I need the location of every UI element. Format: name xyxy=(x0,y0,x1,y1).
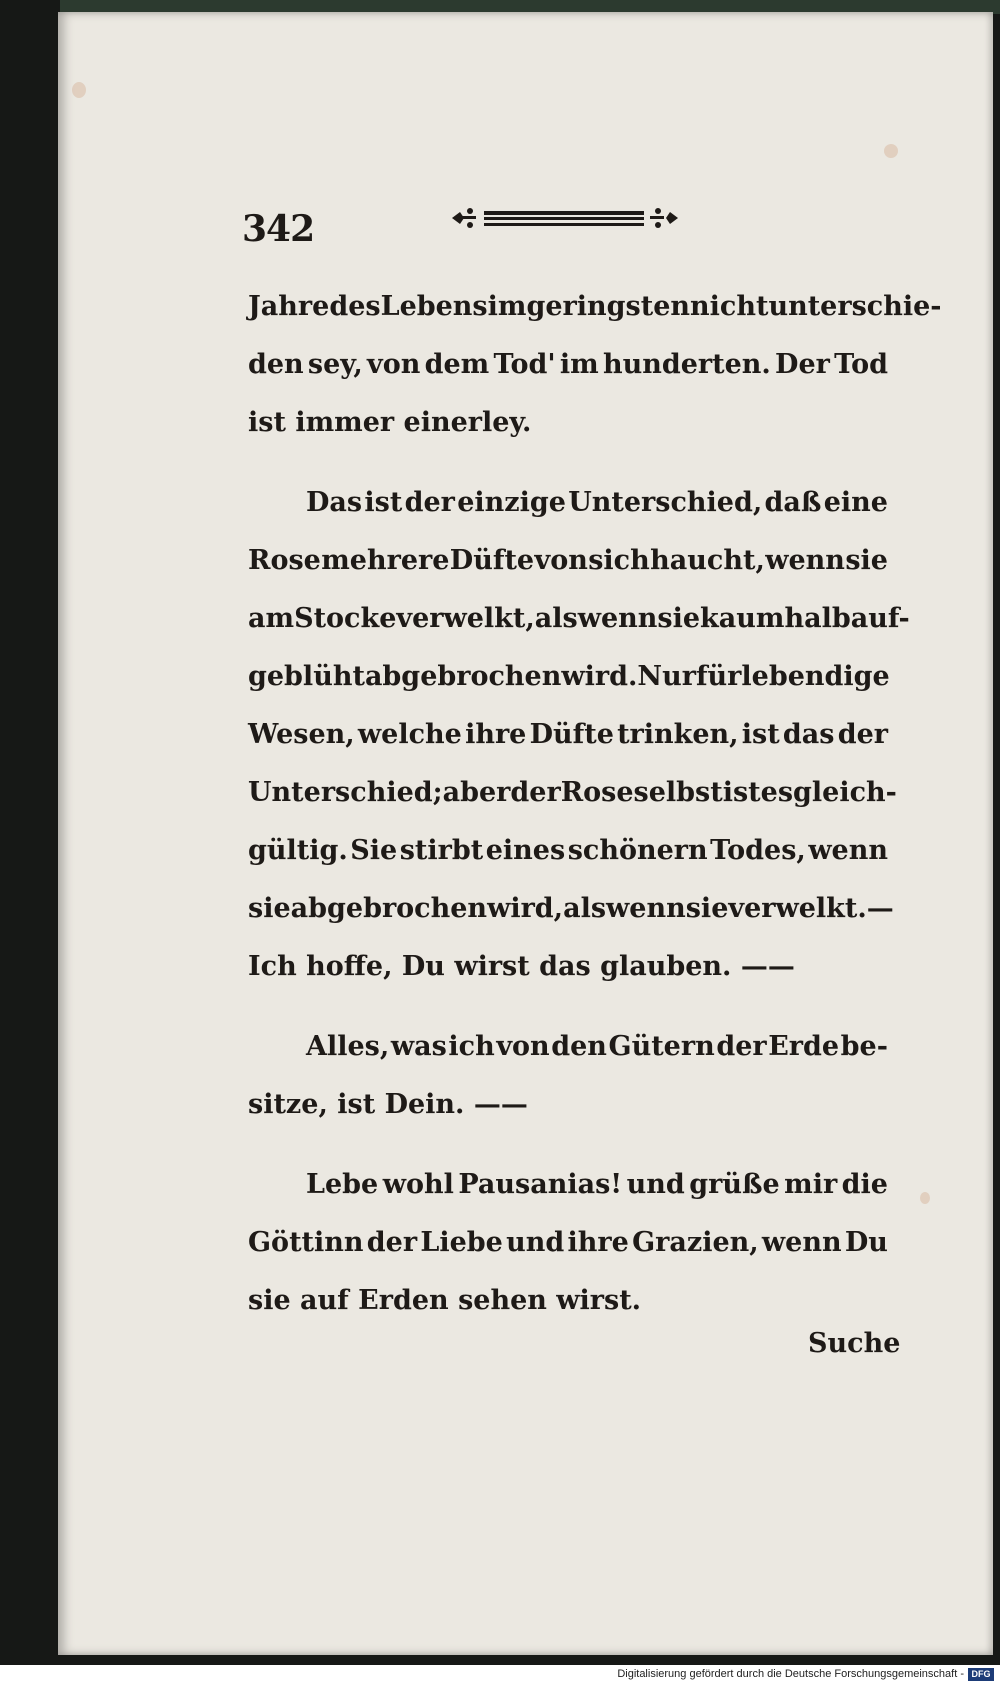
word: grüße xyxy=(689,1169,780,1200)
word: die xyxy=(841,1169,888,1200)
word: ihre xyxy=(567,1227,629,1258)
line-text xyxy=(248,764,897,822)
word: auf- xyxy=(850,603,910,634)
word: Düfte xyxy=(529,719,614,750)
word: als xyxy=(563,893,607,924)
word: Liebe xyxy=(420,1227,503,1258)
text-line xyxy=(248,1272,888,1330)
word: ist xyxy=(722,777,761,808)
word: von xyxy=(496,1031,550,1062)
word: abgebrochen xyxy=(364,661,562,692)
word: ich xyxy=(448,1031,495,1062)
text-line xyxy=(248,880,894,938)
word: Du xyxy=(844,1227,888,1258)
word: Göttinn xyxy=(248,1227,364,1258)
word: im xyxy=(559,349,599,380)
page-number: 342 xyxy=(242,208,315,250)
word: Lebens xyxy=(380,291,488,322)
line-text xyxy=(306,1156,888,1214)
word: wenn xyxy=(761,1227,842,1258)
line-text: sitze, ist Dein. —— xyxy=(248,1089,528,1120)
line-text: sie auf Erden sehen wirst. xyxy=(248,1285,642,1316)
word: gültig. xyxy=(248,835,348,866)
word: Todes, xyxy=(710,835,806,866)
word: Gütern xyxy=(608,1031,715,1062)
word: des xyxy=(329,291,381,322)
word: das xyxy=(782,719,835,750)
text-line xyxy=(248,474,888,532)
word: Tod xyxy=(834,349,888,380)
word: Das xyxy=(306,487,363,518)
text-line xyxy=(248,822,888,880)
text-line xyxy=(248,1076,888,1134)
word: Düfte xyxy=(449,545,535,576)
word: stirbt xyxy=(399,835,484,866)
word: ist xyxy=(364,487,403,518)
text-line xyxy=(248,1156,888,1214)
word: daß xyxy=(764,487,822,518)
word: Pausanias! xyxy=(458,1169,623,1200)
word: nicht xyxy=(690,291,769,322)
word: als xyxy=(534,603,578,634)
word: von xyxy=(367,349,421,380)
word: sie xyxy=(657,603,701,634)
word: der xyxy=(510,777,561,808)
word: Rose xyxy=(560,777,634,808)
word: Der xyxy=(775,349,830,380)
word: mir xyxy=(784,1169,838,1200)
word: sey, xyxy=(307,349,363,380)
word: sich xyxy=(588,545,650,576)
word: Rose xyxy=(248,545,321,576)
line-text: ist immer einerley. xyxy=(248,407,532,438)
word: trinken, xyxy=(617,719,739,750)
text-line xyxy=(248,938,888,996)
catchword: Suche xyxy=(808,1328,901,1359)
word: Jahre xyxy=(248,291,330,322)
word: Wesen, xyxy=(248,719,355,750)
line-text xyxy=(248,532,888,590)
word: im xyxy=(487,291,527,322)
text-line xyxy=(248,1018,888,1076)
text-line xyxy=(248,706,888,764)
word: und xyxy=(626,1169,685,1200)
word: wird. xyxy=(561,661,638,692)
word: — xyxy=(866,893,894,924)
header-ornament xyxy=(450,203,680,233)
body-text xyxy=(248,278,942,1330)
text-line xyxy=(248,394,888,452)
word: Tod' xyxy=(493,349,556,380)
word: ist xyxy=(741,719,780,750)
word: selbst xyxy=(633,777,723,808)
word: am xyxy=(248,603,295,634)
word: halb xyxy=(784,603,851,634)
word: der xyxy=(404,487,455,518)
word: es xyxy=(760,777,794,808)
line-text xyxy=(248,706,888,764)
word: einzige xyxy=(457,487,566,518)
word: Nur xyxy=(637,661,696,692)
word: von xyxy=(534,545,588,576)
word: verwelkt, xyxy=(396,603,535,634)
foxing-spot xyxy=(884,144,898,158)
word: wenn xyxy=(808,835,888,866)
word: der xyxy=(837,719,888,750)
foxing-spot xyxy=(920,1192,930,1204)
word: der xyxy=(366,1227,418,1258)
word: Grazien, xyxy=(632,1227,759,1258)
word: was xyxy=(390,1031,447,1062)
text-line xyxy=(248,1214,888,1272)
word: ihre xyxy=(465,719,527,750)
text-line xyxy=(248,532,888,590)
word: wenn xyxy=(606,893,686,924)
word: mehrere xyxy=(321,545,450,576)
line-text xyxy=(248,880,894,938)
word: welche xyxy=(357,719,462,750)
text-line xyxy=(248,648,888,706)
word: gleich- xyxy=(793,777,897,808)
line-text xyxy=(248,336,888,394)
text-line xyxy=(248,278,942,336)
word: abgebrochen xyxy=(290,893,488,924)
word: hunderten. xyxy=(602,349,771,380)
word: den xyxy=(551,1031,607,1062)
line-text: Ich hoffe, Du wirst das glauben. —— xyxy=(248,951,795,982)
word: dem xyxy=(424,349,490,380)
word: wird, xyxy=(487,893,564,924)
line-text xyxy=(306,1018,888,1076)
word: Erde xyxy=(768,1031,840,1062)
dfg-logo: DFG xyxy=(968,1668,994,1681)
word: eine xyxy=(823,487,888,518)
word: geringsten xyxy=(526,291,690,322)
word: den xyxy=(248,349,304,380)
word: sie xyxy=(248,893,291,924)
line-text xyxy=(248,822,888,880)
word: verwelkt. xyxy=(728,893,867,924)
word: Unterschied; xyxy=(248,777,443,808)
word: Unterschied, xyxy=(568,487,763,518)
line-text xyxy=(306,474,888,532)
word: kaum xyxy=(700,603,785,634)
word: geblüht xyxy=(248,661,365,692)
text-line xyxy=(248,764,897,822)
word: wenn xyxy=(765,545,845,576)
word: Stocke xyxy=(294,603,397,634)
word: sie xyxy=(685,893,729,924)
text-line xyxy=(248,336,888,394)
word: unterschie- xyxy=(768,291,942,322)
word: eines xyxy=(485,835,566,866)
word: wenn xyxy=(577,603,658,634)
word: be- xyxy=(840,1031,888,1062)
line-text xyxy=(248,590,910,648)
word: Lebe xyxy=(306,1169,379,1200)
word: aber xyxy=(442,777,511,808)
line-text xyxy=(248,278,942,336)
word: sie xyxy=(845,545,888,576)
word: der xyxy=(716,1031,767,1062)
foxing-spot xyxy=(72,82,86,98)
word: Sie xyxy=(350,835,398,866)
word: lebendige xyxy=(741,661,890,692)
word: Alles, xyxy=(306,1031,390,1062)
digitization-credit: Digitalisierung gefördert durch die Deutsche Forschungsgemeinschaft - xyxy=(617,1668,964,1680)
word: haucht, xyxy=(650,545,765,576)
word: schönern xyxy=(567,835,708,866)
word: und xyxy=(506,1227,565,1258)
word: für xyxy=(695,661,742,692)
line-text xyxy=(248,1214,888,1272)
text-line xyxy=(248,590,910,648)
word: wohl xyxy=(382,1169,454,1200)
line-text xyxy=(248,648,888,706)
